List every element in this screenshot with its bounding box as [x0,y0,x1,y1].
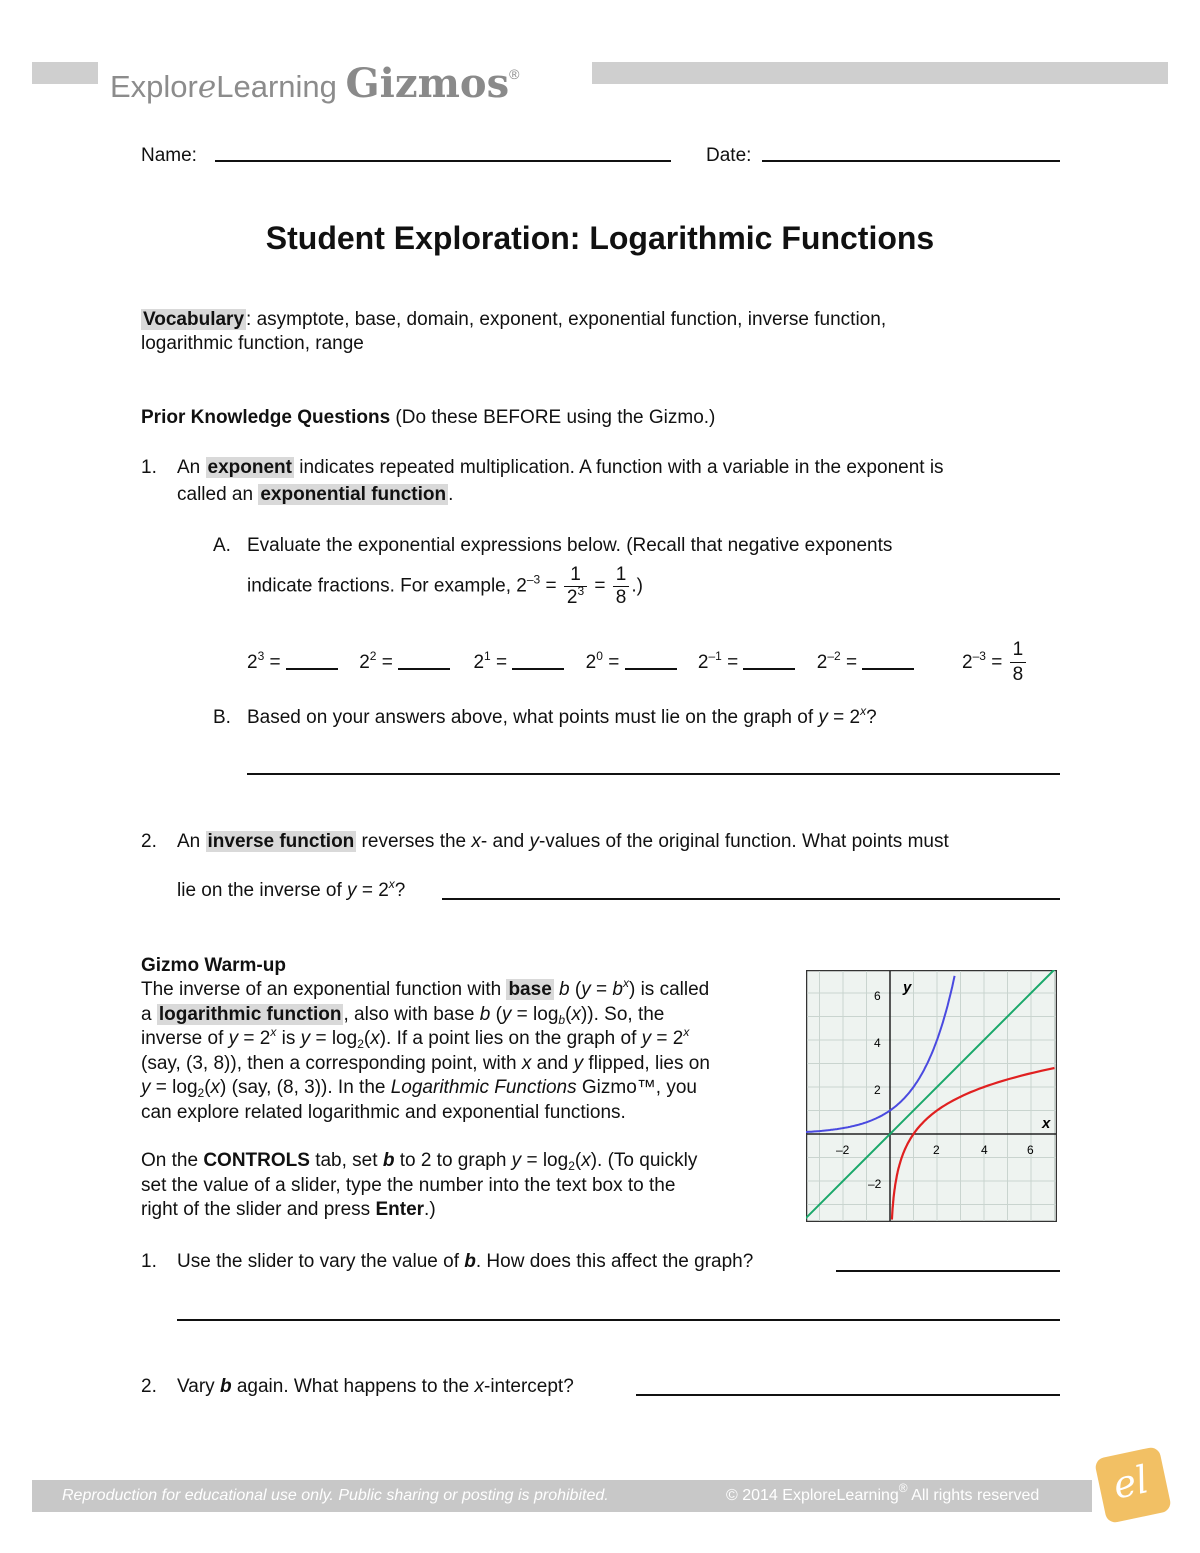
q1a-text: indicate fractions. For example, 2 [247,575,527,597]
q2-number: 2. [141,831,157,852]
footer-reg: ® [898,1481,908,1495]
q2-eq: = 2 [356,880,389,901]
expr-base: 2 [962,651,973,673]
q1a-end: .) [631,575,643,597]
x-tick-6: 6 [1027,1143,1034,1157]
expr-exp: 3 [257,649,265,663]
graph-x-label: x [1042,1115,1051,1132]
q2-text-a: An [177,831,206,852]
brand-e: e [197,69,217,105]
q1b-exp: x [860,704,867,718]
date-field[interactable] [762,160,1060,162]
warmup-p1-line3: inverse of $y = 2^x$ is $y = \log_2(x)$. If a point lies on the graph of $y = 2^x$ [141,1025,690,1051]
q2-exp: x [388,877,395,891]
warmup-q1-number: 1. [141,1251,157,1272]
wq1-c: . How does this affect the graph? [475,1251,754,1272]
q2-text-c: - and [480,831,530,852]
answer-blank-5[interactable] [743,650,795,670]
header-bar-right [592,62,1168,84]
expr-eq: = [845,652,858,673]
q1a-eq1: = [540,575,562,597]
warmup-q1-text [177,1250,753,1274]
expr-base: 2 [697,652,709,673]
expr-base: 2 [473,652,485,673]
brand-gizmos: Gizmos [345,60,510,107]
q2-prompt: lie on the inverse of [177,880,348,901]
x-tick-4: 4 [981,1143,988,1157]
term-logarithmic-function: logarithmic function [158,1003,342,1025]
expr-last-fraction [1010,638,1027,687]
frac1-den [564,584,587,609]
q1b-answer-line[interactable] [247,773,1060,775]
q2-y: y [529,831,539,852]
expr-last-den: 8 [1012,664,1024,685]
warmup-p1-line1: The inverse of an exponential function with base b $(y = b^x)$ is called [141,976,710,1000]
warmup-q1-answer-line-1[interactable] [836,1270,1060,1272]
expr-eq: = [991,651,1003,673]
expr-base: 2 [359,652,370,673]
q1b-q: ? [866,707,877,728]
q1-text-a: An [177,457,206,478]
expr-base: 2 [585,652,597,673]
q2-y2: y [347,880,357,901]
expr-2-2 [359,649,450,673]
graph-background [807,971,1057,1222]
wq2-a: Vary [177,1376,220,1397]
answer-blank-6[interactable] [862,650,914,670]
expr-exp: 1 [484,649,491,663]
prior-heading-text: Prior Knowledge Questions [141,407,391,428]
frac1-den-exp: 3 [577,584,585,598]
expr-eq: = [727,652,739,673]
warmup-q2-text [177,1375,574,1399]
term-exponent: exponent [207,457,292,478]
expr-2-1 [473,649,564,673]
expr-last-num: 1 [1010,638,1027,663]
answer-blank-1[interactable] [286,650,338,670]
name-label: Name: [141,145,197,166]
footer-notice: Reproduction for educational use only. Public sharing or posting is prohibited. [62,1487,609,1504]
footer-bar [32,1480,1092,1512]
vocabulary-label: Vocabulary [143,309,245,330]
prior-heading-note: (Do these BEFORE using the Gizmo.) [390,407,716,428]
warmup-p1-line5: $y = \log_2(x)$ (say, (8, 3)). In the Logarithmic Functions Gizmo™, you [141,1077,697,1100]
q2-text-b: reverses the [356,831,472,852]
y-tick-4: 4 [874,1036,881,1050]
q1-line1 [177,456,944,480]
vocabulary-list: asymptote, base, domain, exponent, exponential function, inverse function, [251,309,887,330]
expr-exp: –1 [708,649,722,663]
q2-q: ? [394,880,406,901]
vocabulary-line1 [141,308,886,332]
warmup-p2-line1: On the CONTROLS tab, set b to 2 to graph $y = \log_2(x)$. (To quickly [141,1150,698,1173]
wq2-d: -intercept? [484,1376,574,1397]
expr-base: 2 [816,652,828,673]
q1b-y: y [818,707,828,728]
wq2-b: b [219,1376,232,1397]
warmup-p1-line4: (say, (3, 8)), then a corresponding point, with x and y flipped, lies on [141,1052,710,1074]
expr-base: 2 [247,652,258,673]
warmup-p1-line6: can explore related logarithmic and exponential functions. [141,1101,626,1123]
brand-reg: ® [509,66,520,82]
answer-blank-4[interactable] [625,650,677,670]
warmup-q1-answer-line-2[interactable] [177,1319,1060,1321]
q1a-exp: –3 [526,572,541,587]
warmup-heading: Gizmo Warm-up [141,955,286,976]
frac1-den-base: 2 [566,587,578,608]
frac2-den: 8 [615,587,627,608]
explorelearning-logo-icon [1094,1446,1172,1524]
x-tick-neg2: –2 [836,1143,850,1157]
expr-eq: = [269,652,281,673]
expr-2-neg3 [962,638,1028,687]
q1-number: 1. [141,457,157,478]
term-base: base [508,979,552,1000]
expr-2-3 [247,649,338,673]
example-fraction-2 [613,564,630,609]
name-field[interactable] [215,160,671,162]
q2-line1 [177,830,949,854]
frac2-num: 1 [613,564,630,587]
header-bar-left [32,62,98,84]
footer-rights: All rights reserved [907,1487,1040,1504]
expr-exp: –2 [827,649,841,663]
expr-2-0 [585,649,677,673]
q2-text-d: -values of the original function. What points must [538,831,949,852]
brand-logo [110,52,519,109]
q2-line2 [177,879,405,903]
logo-text: el [1109,1457,1153,1508]
q1-line2 [177,483,453,507]
q1-text-d: . [448,484,454,505]
page-title: Student Exploration: Logarithmic Functions [265,220,935,256]
term-exponential-function: exponential function [260,484,447,505]
date-label: Date: [706,145,752,166]
q1a-label: A. [213,535,231,556]
q1b-text [247,706,877,730]
expr-row [247,650,914,675]
graph-y-label: y [903,979,912,996]
expr-eq: = [608,652,620,673]
warmup-p2-line3: right of the slider and press Enter.) [141,1199,436,1220]
wq1-a: Use the slider to vary the value of [177,1251,465,1272]
q1-text-c: called an [177,484,259,505]
graph-figure [806,970,1057,1222]
answer-blank-2[interactable] [398,650,450,670]
warmup-q2-answer-line[interactable] [636,1394,1060,1396]
y-tick-6: 6 [874,989,881,1003]
warmup-paragraph [141,978,801,1223]
q1a-line1: Evaluate the exponential expressions below. (Recall that negative exponents [247,535,893,556]
expr-eq: = [381,652,393,673]
wq2-x: x [474,1376,484,1397]
expr-exp: –3 [972,648,986,663]
expr-eq: = [495,652,508,673]
example-fraction-1 [564,564,587,609]
footer-copyright [726,1480,1039,1512]
warmup-q2-number: 2. [141,1376,157,1397]
expr-exp: 0 [596,649,603,663]
y-tick-2: 2 [874,1083,881,1097]
wq1-b: b [464,1251,476,1272]
vocabulary-line2: logarithmic function, range [141,333,364,354]
q1a-eq2: = [589,575,611,597]
frac1-num: 1 [564,564,587,587]
q1b-prompt: Based on your answers above, what points must lie on the graph of [247,707,819,728]
footer-copy-text: © 2014 ExploreLearning [726,1487,899,1504]
expr-2-neg1 [697,649,796,673]
q1-text-b: indicates repeated multiplication. A function with a variable in the exponent is [293,457,944,478]
q2-x: x [471,831,481,852]
q1a-line2 [247,564,643,609]
term-inverse-function: inverse function [207,831,355,852]
brand-learning: Learning [216,69,337,104]
x-tick-2: 2 [933,1143,940,1157]
vocabulary-colon: : [246,309,252,330]
warmup-p2-line2: set the value of a slider, type the number into the text box to the [141,1174,676,1196]
wq2-c: again. What happens to the [231,1376,475,1397]
q1b-eq: = 2 [827,707,861,728]
expr-2-neg2 [816,649,915,673]
prior-knowledge-heading [141,406,715,430]
q2-answer-line[interactable] [442,898,1060,900]
warmup-p1-line2: a logarithmic function , also with base b $(y = \log_b(x))$. So, the [141,1003,665,1027]
answer-blank-3[interactable] [512,650,564,670]
expr-exp: 2 [369,649,377,663]
q1b-label: B. [213,707,231,728]
brand-explore: Explor [110,69,198,104]
y-tick-neg2: –2 [868,1177,882,1191]
